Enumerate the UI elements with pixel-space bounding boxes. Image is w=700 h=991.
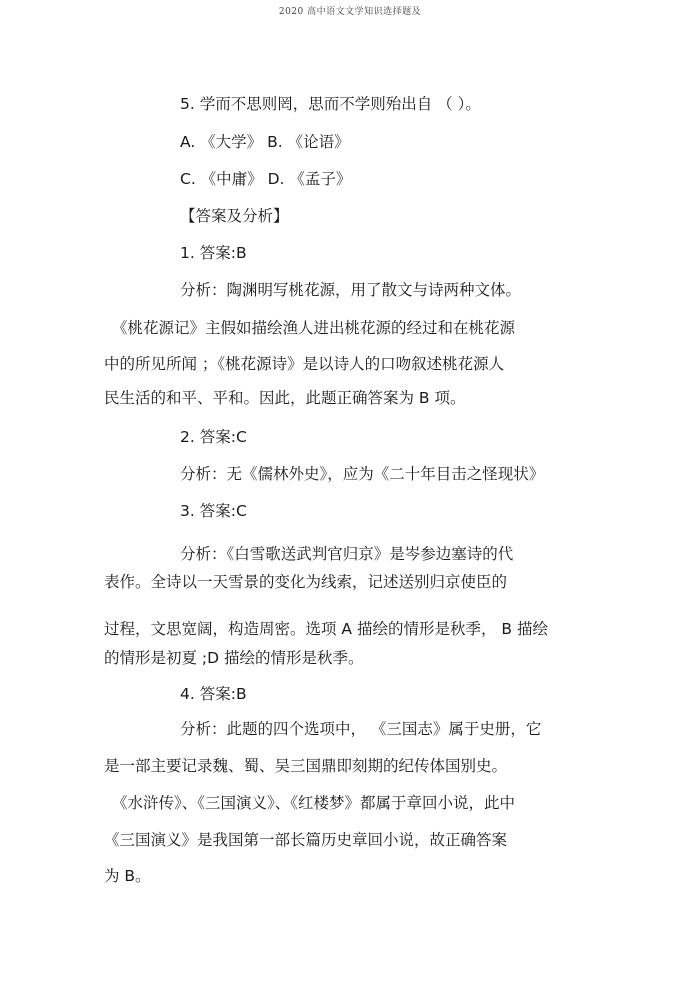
analysis-1-line-1: 分析：陶渊明写桃花源，用了散文与诗两种文体。 [180,281,522,299]
page-header: 2020 高中语文文学知识选择题及 [278,7,422,17]
options-ab: A. 《大学》 B. 《论语》 [180,133,350,151]
analysis-1-line-2: 《桃花源记》主假如描绘渔人进出桃花源的经过和在桃花源 [112,319,516,337]
question-5: 5. 学而不思则罔，思而不学则殆出自 （ ）。 [180,95,481,113]
answers-heading: 【答案及分析】 [180,207,289,225]
analysis-4-line-3: 《水浒传》、《三国演义》、《红楼梦》都属于章回小说，此中 [112,794,516,812]
answer-3: 3. 答案:C [180,502,247,520]
answer-1: 1. 答案:B [180,244,247,262]
analysis-3-line-3: 过程，文思宽阔，构造周密。选项 A 描绘的情形是秋季， B 描绘 [104,620,548,638]
analysis-4-line-2: 是一部主要记录魏、蜀、吴三国鼎即刻期的纪传体国别史。 [104,757,508,775]
analysis-3-line-1: 分析：《白雪歌送武判官归京》是岑参边塞诗的代 [180,545,514,563]
analysis-2: 分析：无《儒林外史》，应为《二十年目击之怪现状》 [180,465,545,483]
analysis-4-line-1: 分析：此题的四个选项中， 《三国志》属于史册，它 [180,720,542,738]
answer-2: 2. 答案:C [180,428,247,446]
analysis-1-line-4: 民生活的和平、平和。因此，此题正确答案为 B 项。 [104,389,466,407]
analysis-1-line-3: 中的所见所闻 ；《桃花源诗》是以诗人的口吻叙述桃花源人 [104,355,505,373]
answer-4: 4. 答案:B [180,685,247,703]
analysis-3-line-4: 的情形是初夏 ;D 描绘的情形是秋季。 [104,649,364,667]
analysis-4-line-4: 《三国演义》是我国第一部长篇历史章回小说，故正确答案 [104,831,508,849]
analysis-3-line-2: 表作。全诗以一天雪景的变化为线索，记述送别归京使臣的 [104,573,508,591]
options-cd: C. 《中庸》 D. 《孟子》 [180,170,352,188]
analysis-4-line-5: 为 B。 [104,867,151,885]
